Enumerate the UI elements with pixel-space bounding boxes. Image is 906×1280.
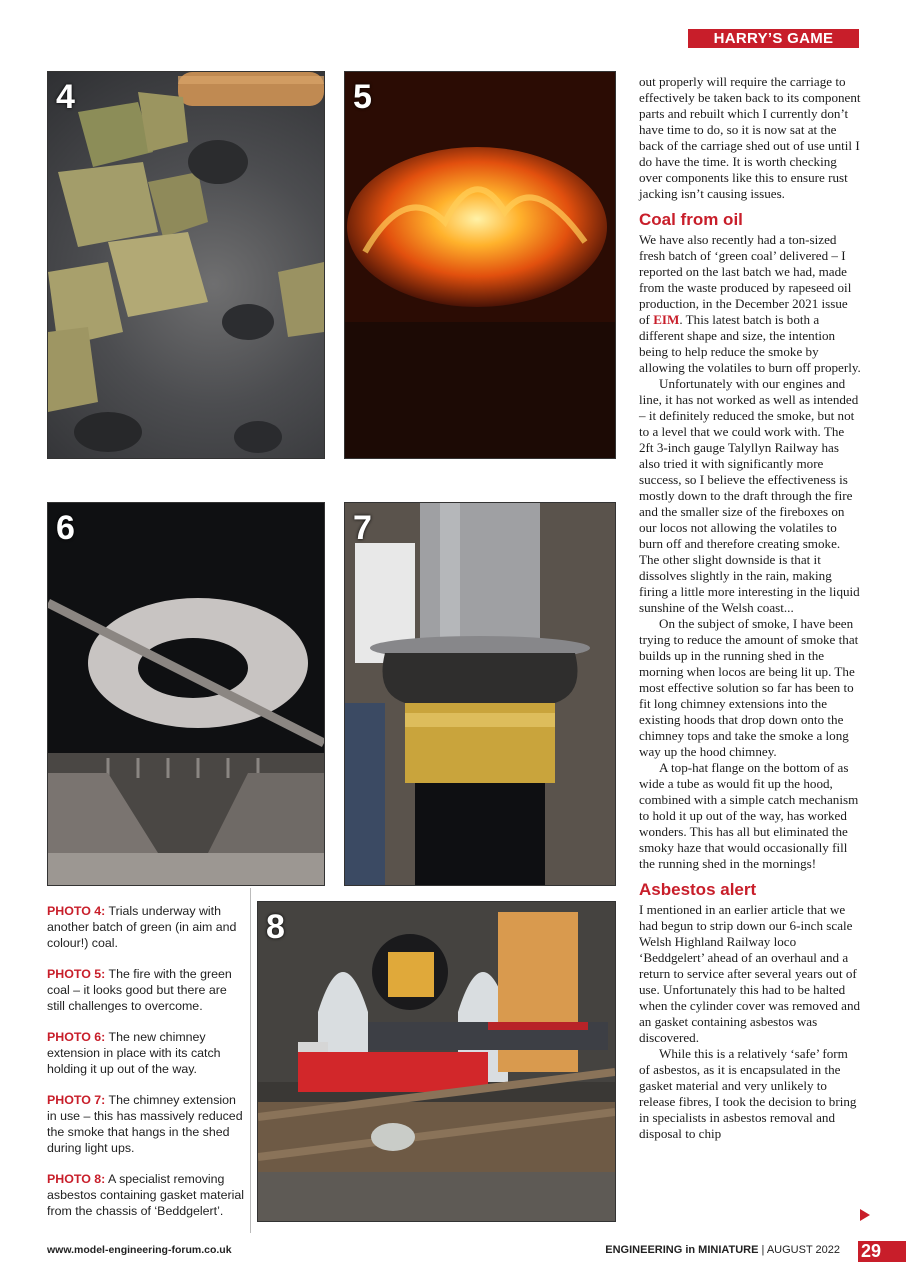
footer-url: www.model-engineering-forum.co.uk — [47, 1244, 232, 1256]
photo-6 — [47, 502, 325, 886]
photo-4 — [47, 71, 325, 459]
footer-masthead — [605, 1244, 840, 1256]
photo-6-image — [48, 503, 324, 885]
article-paragraph: out properly will require the carriage to effectively be taken back to its component parts and rebuilt which I currently don’t have time to do, so it is now sat at the back of the carriage shed out of use until I do have the time. It is worth checking over components like this to ensure rust jacking isn’t causing issues. — [639, 74, 861, 201]
photo-8-image — [258, 902, 615, 1221]
caption-label: PHOTO 4: — [47, 904, 106, 918]
photo-number: 4 — [56, 78, 75, 116]
article-text: We have also recently had a ton-sized fresh batch of ‘green coal’ delivered – I reported on the last batch we had, made from the waste produced by rapeseed oil production, in the December 2021 issue of — [639, 232, 852, 327]
photo-4-image — [48, 72, 324, 458]
caption-text: A specialist removing asbestos containing gasket material from the chassis of ‘Beddgelert’. — [47, 1172, 244, 1218]
article-paragraph: Unfortunately with our engines and line, it has not worked as well as intended – it definitely reduced the smoke, but not to a level that we could work with. The 2ft 3-inch gauge Talyllyn Railway has also tried it with significantly more success, so I believe the effectiveness is mostly down to the draft through the fire and the smaller size of the fireboxes on our locos not allowing the volatiles to burn off and therefore creating smoke. The other slight downside is that it dissolves slightly in the rain, making firing a little more interesting in the liquid sunshine of the Welsh coast... — [639, 376, 860, 615]
photo-5-image — [345, 72, 615, 458]
article-paragraph — [639, 232, 861, 376]
article-column — [639, 74, 861, 1142]
caption-label: PHOTO 6: — [47, 1030, 106, 1044]
column-divider — [250, 888, 251, 1233]
section-header: HARRY’S GAME — [688, 29, 859, 48]
continue-arrow-icon — [860, 1209, 870, 1221]
photo-number: 6 — [56, 509, 75, 547]
article-paragraph: A top-hat flange on the bottom of as wide a tube as would fit up the hood, combined with a simple catch mechanism to hold it up out of the way, has worked wonders. This has all but eliminated the smoky haze that would occasionally fill the running shed in the mornings! — [639, 760, 859, 871]
caption-photo-7 — [47, 1092, 247, 1156]
caption-text: The new chimney extension in place with its catch holding it up out of the way. — [47, 1030, 221, 1076]
caption-photo-5 — [47, 966, 247, 1014]
issue-date: | AUGUST 2022 — [758, 1244, 840, 1256]
photo-number: 8 — [266, 908, 285, 946]
magazine-name: ENGINEERING in MINIATURE — [605, 1244, 759, 1256]
subheading-asbestos-alert: Asbestos alert — [639, 880, 757, 899]
caption-label: PHOTO 7: — [47, 1093, 106, 1107]
subheading-coal-from-oil: Coal from oil — [639, 210, 743, 229]
caption-label: PHOTO 8: — [47, 1172, 106, 1186]
article-text: . This latest batch is both a different shape and size, the intention being to help reduce the smoke by allowing the volatiles to burn off properly. — [639, 312, 861, 375]
caption-text: The chimney extension in use – this has massively reduced the smoke that hangs in the shed during light ups. — [47, 1093, 243, 1155]
photo-7 — [344, 502, 616, 886]
caption-text: Trials underway with another batch of green (in aim and colour!) coal. — [47, 904, 237, 950]
article-paragraph: I mentioned in an earlier article that we had begun to strip down our 6-inch scale Welsh Highland Railway loco ‘Beddgelert’ ahead of an overhaul and a return to service after several years out of use. Unfortunately this had to be halted when the cylinder cover was removed and an gasket containing asbestos was discovered. — [639, 902, 861, 1045]
page-number: 29 — [858, 1241, 906, 1262]
article-paragraph: On the subject of smoke, I have been trying to reduce the amount of smoke that builds up in the running shed in the morning when locos are being lit up. The most effective solution so far has been to fit long chimney extensions into the existing hoods that drop down onto the chimney tops and take the smoke a long way up the hood chimney. — [639, 616, 859, 759]
caption-photo-8 — [47, 1171, 247, 1219]
caption-photo-6 — [47, 1029, 247, 1077]
photo-7-image — [345, 503, 615, 885]
eim-reference: EIM — [653, 312, 680, 327]
photo-captions — [47, 903, 247, 1234]
caption-text: The fire with the green coal – it looks good but there are still challenges to overcome. — [47, 967, 232, 1013]
caption-label: PHOTO 5: — [47, 967, 106, 981]
photo-number: 5 — [353, 78, 372, 116]
article-paragraph: While this is a relatively ‘safe’ form of asbestos, as it is encapsulated in the gasket material and very unlikely to release fibres, I took the decision to bring in specialists in asbestos removal and disposal to chip — [639, 1046, 857, 1141]
photo-5 — [344, 71, 616, 459]
photo-8 — [257, 901, 616, 1222]
photo-number: 7 — [353, 509, 372, 547]
caption-photo-4 — [47, 903, 247, 951]
